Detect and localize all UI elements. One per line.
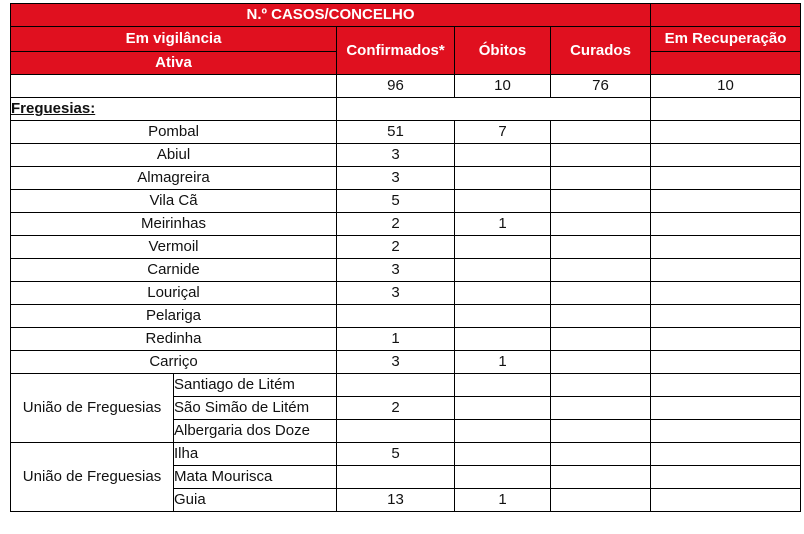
totals-row bbox=[11, 75, 801, 98]
obitos-cell: 1 bbox=[455, 213, 551, 236]
obitos-cell bbox=[455, 397, 551, 420]
confirmados-cell bbox=[337, 374, 455, 397]
obitos-cell: 1 bbox=[455, 489, 551, 512]
curados-cell bbox=[551, 443, 651, 466]
freguesia-name: Carriço bbox=[11, 351, 337, 374]
curados-cell bbox=[551, 282, 651, 305]
confirmados-cell: 2 bbox=[337, 397, 455, 420]
confirmados-cell: 13 bbox=[337, 489, 455, 512]
confirmados-cell: 3 bbox=[337, 282, 455, 305]
freguesia-name: Santiago de Litém bbox=[174, 374, 337, 397]
confirmados-cell: 3 bbox=[337, 259, 455, 282]
confirmados-cell: 5 bbox=[337, 443, 455, 466]
freguesias-title: Freguesias: bbox=[11, 98, 337, 121]
obitos-cell bbox=[455, 328, 551, 351]
table-row bbox=[11, 282, 801, 305]
curados-cell bbox=[551, 351, 651, 374]
table-row bbox=[11, 351, 801, 374]
freguesia-name: Pombal bbox=[11, 121, 337, 144]
recuperacao-cell bbox=[651, 420, 801, 443]
freguesia-name: São Simão de Litém bbox=[174, 397, 337, 420]
freguesias-title-blank-2 bbox=[651, 98, 801, 121]
recuperacao-cell bbox=[651, 351, 801, 374]
table-row bbox=[11, 144, 801, 167]
curados-cell bbox=[551, 144, 651, 167]
table-row bbox=[11, 236, 801, 259]
table-row bbox=[11, 121, 801, 144]
obitos-cell bbox=[455, 374, 551, 397]
curados-cell bbox=[551, 236, 651, 259]
recuperacao-cell bbox=[651, 282, 801, 305]
freguesia-name: Meirinhas bbox=[11, 213, 337, 236]
freguesia-name: Carnide bbox=[11, 259, 337, 282]
recuperacao-cell bbox=[651, 305, 801, 328]
curados-cell bbox=[551, 466, 651, 489]
freguesia-name: Almagreira bbox=[11, 167, 337, 190]
confirmados-cell: 3 bbox=[337, 351, 455, 374]
obitos-cell bbox=[455, 282, 551, 305]
table-row bbox=[11, 167, 801, 190]
curados-cell bbox=[551, 489, 651, 512]
confirmados-cell bbox=[337, 420, 455, 443]
curados-cell bbox=[551, 213, 651, 236]
cases-table bbox=[10, 3, 801, 512]
total-vigilancia bbox=[11, 75, 337, 98]
obitos-cell bbox=[455, 167, 551, 190]
header-curados: Curados bbox=[551, 27, 651, 75]
header-recuperacao: Em Recuperação bbox=[651, 27, 801, 52]
curados-cell bbox=[551, 190, 651, 213]
recuperacao-cell bbox=[651, 259, 801, 282]
confirmados-cell: 2 bbox=[337, 213, 455, 236]
obitos-cell bbox=[455, 236, 551, 259]
curados-cell bbox=[551, 121, 651, 144]
curados-cell bbox=[551, 397, 651, 420]
header-recuperacao-spacer bbox=[651, 52, 801, 75]
freguesia-name: Abiul bbox=[11, 144, 337, 167]
table-row bbox=[11, 190, 801, 213]
freguesia-name: Vila Cã bbox=[11, 190, 337, 213]
obitos-cell bbox=[455, 144, 551, 167]
confirmados-cell bbox=[337, 305, 455, 328]
recuperacao-cell bbox=[651, 190, 801, 213]
recuperacao-cell bbox=[651, 466, 801, 489]
cases-sheet bbox=[10, 3, 800, 529]
header-vigilancia-line2: Ativa bbox=[11, 52, 337, 75]
obitos-cell bbox=[455, 305, 551, 328]
freguesia-name: Mata Mourisca bbox=[174, 466, 337, 489]
table-row bbox=[11, 374, 801, 397]
confirmados-cell: 51 bbox=[337, 121, 455, 144]
curados-cell bbox=[551, 167, 651, 190]
header-obitos: Óbitos bbox=[455, 27, 551, 75]
freguesias-title-blank bbox=[337, 98, 651, 121]
total-confirmados: 96 bbox=[337, 75, 455, 98]
table-row bbox=[11, 328, 801, 351]
curados-cell bbox=[551, 374, 651, 397]
obitos-cell bbox=[455, 466, 551, 489]
freguesia-name: Albergaria dos Doze bbox=[174, 420, 337, 443]
recuperacao-cell bbox=[651, 328, 801, 351]
header-confirmados: Confirmados* bbox=[337, 27, 455, 75]
recuperacao-cell bbox=[651, 374, 801, 397]
obitos-cell: 1 bbox=[455, 351, 551, 374]
curados-cell bbox=[551, 420, 651, 443]
uniao-label: União de Freguesias bbox=[11, 443, 174, 512]
curados-cell bbox=[551, 305, 651, 328]
confirmados-cell: 5 bbox=[337, 190, 455, 213]
freguesia-name: Guia bbox=[174, 489, 337, 512]
header-row-columns bbox=[11, 27, 801, 52]
table-row bbox=[11, 305, 801, 328]
header-blank bbox=[651, 4, 801, 27]
confirmados-cell bbox=[337, 466, 455, 489]
recuperacao-cell bbox=[651, 443, 801, 466]
recuperacao-cell bbox=[651, 167, 801, 190]
freguesia-name: Pelariga bbox=[11, 305, 337, 328]
confirmados-cell: 1 bbox=[337, 328, 455, 351]
freguesia-name: Louriçal bbox=[11, 282, 337, 305]
table-title: N.º CASOS/CONCELHO bbox=[11, 4, 651, 27]
recuperacao-cell bbox=[651, 213, 801, 236]
table-row bbox=[11, 443, 801, 466]
confirmados-cell: 2 bbox=[337, 236, 455, 259]
header-vigilancia-line1: Em vigilância bbox=[11, 27, 337, 52]
total-obitos: 10 bbox=[455, 75, 551, 98]
freguesia-name: Ilha bbox=[174, 443, 337, 466]
obitos-cell: 7 bbox=[455, 121, 551, 144]
freguesia-name: Vermoil bbox=[11, 236, 337, 259]
total-curados: 76 bbox=[551, 75, 651, 98]
confirmados-cell: 3 bbox=[337, 144, 455, 167]
recuperacao-cell bbox=[651, 397, 801, 420]
confirmados-cell: 3 bbox=[337, 167, 455, 190]
uniao-label: União de Freguesias bbox=[11, 374, 174, 443]
obitos-cell bbox=[455, 443, 551, 466]
obitos-cell bbox=[455, 420, 551, 443]
recuperacao-cell bbox=[651, 144, 801, 167]
recuperacao-cell bbox=[651, 121, 801, 144]
table-row bbox=[11, 259, 801, 282]
header-row-title bbox=[11, 4, 801, 27]
recuperacao-cell bbox=[651, 489, 801, 512]
obitos-cell bbox=[455, 190, 551, 213]
curados-cell bbox=[551, 259, 651, 282]
recuperacao-cell bbox=[651, 236, 801, 259]
freguesias-title-row bbox=[11, 98, 801, 121]
total-recuperacao: 10 bbox=[651, 75, 801, 98]
freguesia-name: Redinha bbox=[11, 328, 337, 351]
curados-cell bbox=[551, 328, 651, 351]
obitos-cell bbox=[455, 259, 551, 282]
table-row bbox=[11, 213, 801, 236]
